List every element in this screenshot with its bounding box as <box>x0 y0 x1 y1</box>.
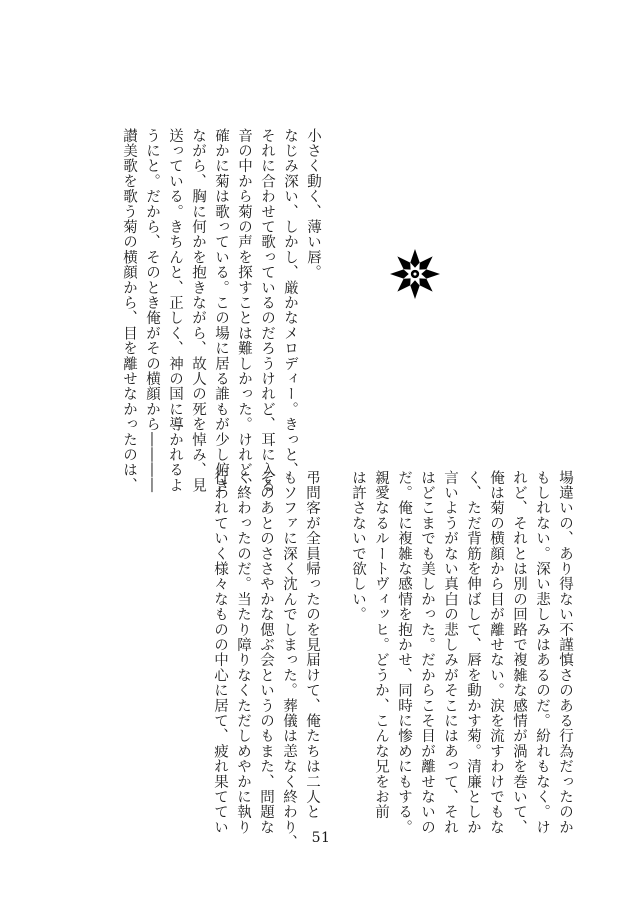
text-line: 小さく動く、薄い唇。 <box>305 128 321 280</box>
text-line: れど、それとは別の回路で複雑な感情が渦を巻いて、 <box>511 470 527 835</box>
text-line: 弔問客が全員帰ったのを見届けて、俺たちは二人と <box>304 470 320 820</box>
text-line: 親愛なるルートヴィッヒ。どうか、こんな兄をお前 <box>373 470 389 820</box>
text-line: 送っている。きちんと、正しく、神の国に導かれるよ <box>167 128 183 493</box>
text-line: く、ただ背筋を伸ばして、唇を動かす菊。清廉としか <box>465 470 481 835</box>
text-line: なじみ深い、しかし、厳かなメロディー。きっと、 <box>282 128 298 478</box>
text-line: 確かに菊は歌っている。この場に居る誰もが少し俯き <box>213 128 229 493</box>
text-line: 俺は菊の横顔から目が離せない。涙を流すわけでもな <box>488 470 504 835</box>
text-line: は許さないで欲しい。 <box>350 470 366 622</box>
text-line: 行われていく様々なものの中心に居て、疲れ果ててい <box>212 470 228 835</box>
text-line: はどこまでも美しかった。だからこそ目が離せないの <box>419 470 435 835</box>
text-line: うにと。だから、そのとき俺がその横顔から―――― <box>144 128 160 493</box>
text-line: 音の中から菊の声を探すことは難しかった。けれど、 <box>236 128 252 493</box>
text-line: もソファに深く沈んでしまった。葬儀は恙なく終わり、 <box>281 470 297 850</box>
text-line: それに合わせて歌っているのだろうけれど、耳に入る <box>259 128 275 493</box>
text-line: そのあとのささやかな偲ぶ会というのもまた、問題な <box>258 470 274 835</box>
blank-line <box>323 470 346 770</box>
text-line: く終わったのだ。当たり障りなくただしめやかに執り <box>235 470 251 835</box>
text-line: 讃美歌を歌う菊の横顔から、目を離せなかったのは、 <box>121 128 137 493</box>
page-number: 51 <box>311 830 331 846</box>
top-text-block <box>117 128 324 493</box>
text-line: ながら、胸に何かを抱きながら、故人の死を悼み、見 <box>190 128 206 493</box>
text-line: だ。俺に複雑な感情を抱かせ、同時に惨めにもする。 <box>396 470 412 835</box>
flower-ornament-icon <box>389 248 441 300</box>
text-line: もしれない。深い悲しみはあるのだ。紛れもなく。け <box>534 470 550 835</box>
text-line: 言いようがない真白の悲しみがそこにはあって、それ <box>442 470 458 835</box>
text-line: 場違いの、あり得ない不謹慎さのある行為だったのか <box>557 470 573 835</box>
